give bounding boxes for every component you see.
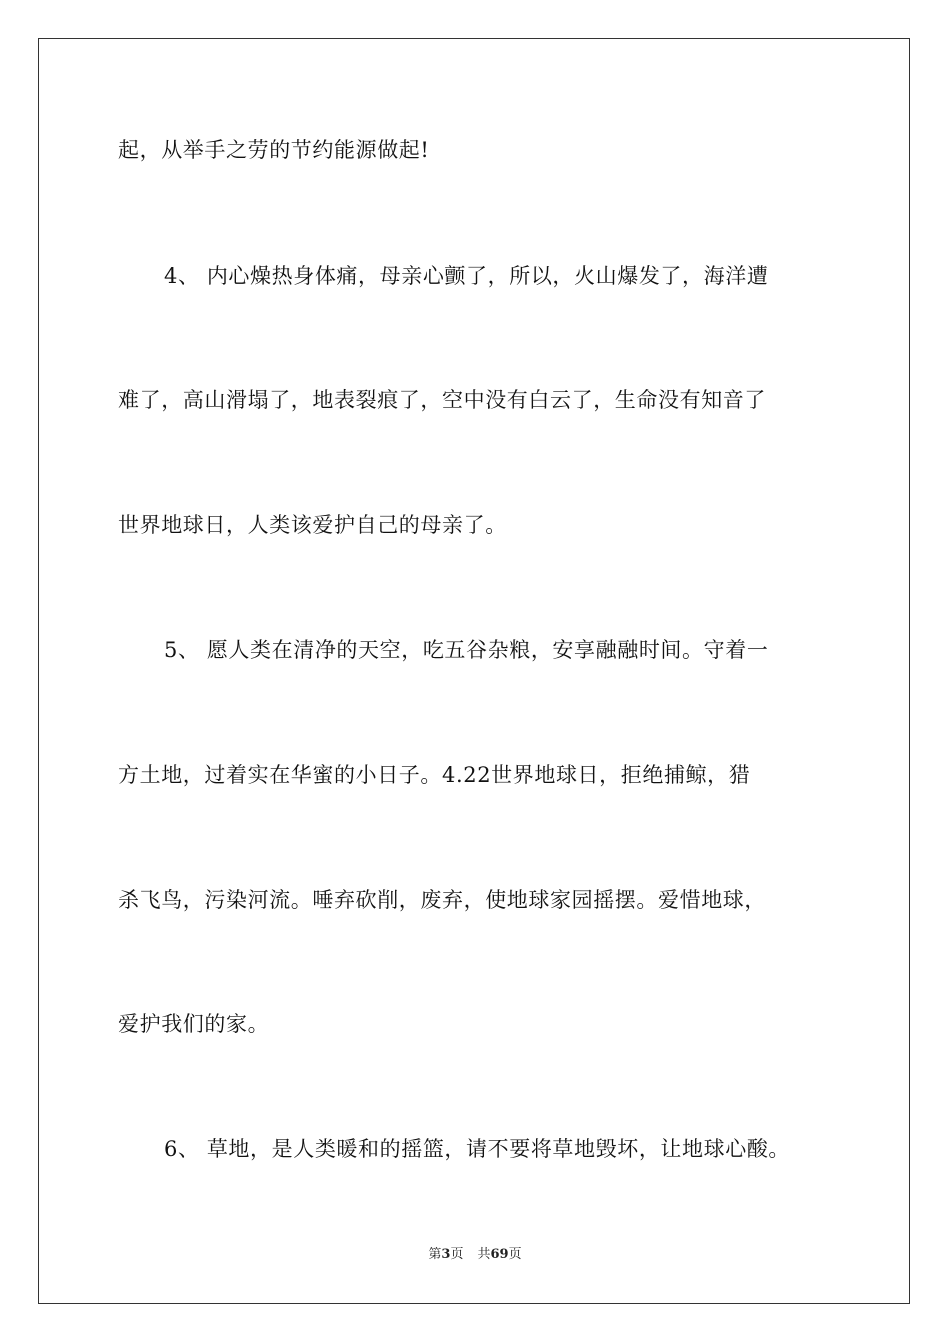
paragraph-line-9: 6、 草地，是人类暖和的摇篮，请不要将草地毁坏，让地球心酸。 bbox=[164, 1137, 791, 1161]
paragraph-line-5: 5、 愿人类在清净的天空，吃五谷杂粮，安享融融时间。守着一 bbox=[164, 638, 769, 662]
page-border bbox=[38, 38, 910, 1304]
paragraph-line-4: 世界地球日，人类该爱护自己的母亲了。 bbox=[118, 513, 507, 537]
paragraph-line-6: 方土地，过着实在华蜜的小日子。4.22世界地球日，拒绝捕鲸，猎 bbox=[118, 763, 751, 787]
page-current: 3 bbox=[441, 1247, 451, 1262]
page-footer bbox=[0, 1246, 950, 1264]
page-suffix: 页 bbox=[450, 1247, 464, 1262]
paragraph-line-8: 爱护我们的家。 bbox=[118, 1012, 270, 1036]
page-total: 69 bbox=[490, 1247, 509, 1262]
total-prefix: 共 bbox=[477, 1247, 491, 1262]
total-suffix: 页 bbox=[508, 1247, 522, 1262]
paragraph-line-2: 4、 内心燥热身体痛，母亲心颤了，所以，火山爆发了，海洋遭 bbox=[164, 264, 769, 288]
page-prefix: 第 bbox=[428, 1247, 442, 1262]
paragraph-line-1: 起，从举手之劳的节约能源做起! bbox=[118, 138, 430, 162]
paragraph-line-7: 杀飞鸟，污染河流。唾弃砍削，废弃，使地球家园摇摆。爱惜地球， bbox=[118, 888, 766, 912]
paragraph-line-3: 难了，高山滑塌了，地表裂痕了，空中没有白云了，生命没有知音了 bbox=[118, 388, 766, 412]
